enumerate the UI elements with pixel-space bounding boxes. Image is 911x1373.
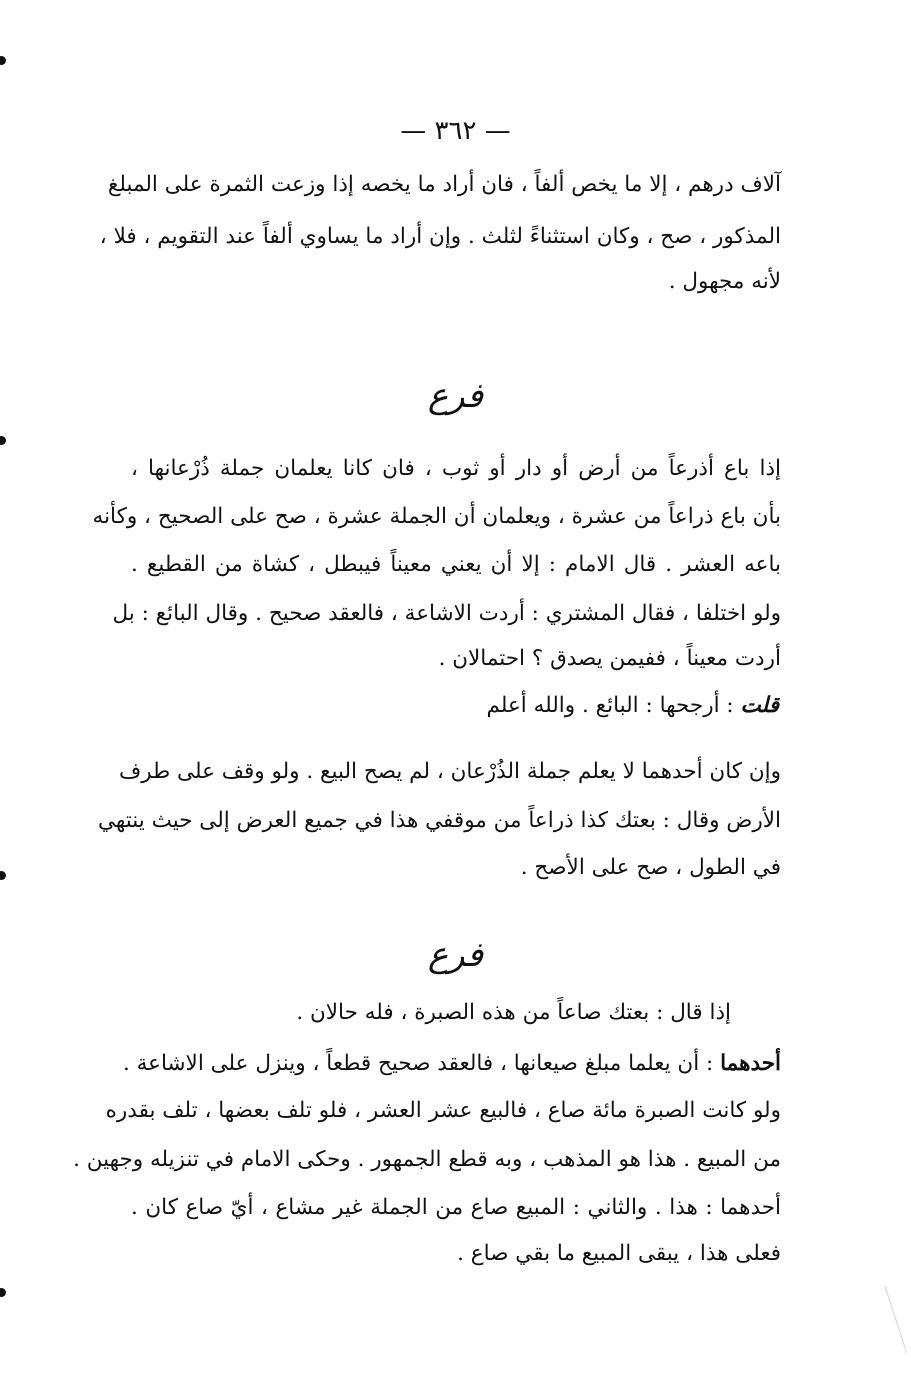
text-line: ولو اختلفا ، فقال المشتري : أردت الاشاعة ، فالعقد صحيح . وقال البائع : بل: [112, 601, 781, 626]
text-line: [122, 1049, 781, 1079]
text-line: بأن باع ذراعاً من عشرة ، ويعلمان أن الجملة عشرة ، صح على الصحيح ، وكأنه: [92, 504, 781, 529]
text-line: في الطول ، صح على الأصح .: [520, 855, 781, 880]
note-label: قلت: [740, 693, 779, 718]
margin-mark: [0, 1288, 6, 1297]
first-label: أحدهما: [720, 1051, 781, 1076]
paper-scratch: [856, 1286, 907, 1362]
text-line: إذا باع أذرعاً من أرض أو دار أو ثوب ، فان كانا يعلمان جملة ذُرْعانها ،: [131, 456, 781, 481]
text-line: أحدهما : هذا . والثاني : المبيع صاع من الجملة غير مشاع ، أيّ صاع كان .: [131, 1195, 781, 1220]
intro-line: إذا قال : بعتك صاعاً من هذه الصبرة ، فله حالان .: [296, 1000, 731, 1025]
editor-note: [487, 693, 779, 718]
text-line: الأرض وقال : بعتك كذا ذراعاً من موقفي هذا في جميع العرض إلى حيث ينتهي: [97, 808, 781, 833]
text-line: ولو كانت الصبرة مائة صاع ، فالبيع عشر العشر ، فلو تلف بعضها ، تلف بقدره: [105, 1098, 781, 1123]
note-text: : أرجحها : البائع . والله أعلم: [486, 693, 734, 718]
margin-mark: [0, 56, 6, 65]
text-line: فعلى هذا ، يبقى المبيع ما بقي صاع .: [457, 1241, 781, 1266]
section-heading: فرع: [427, 935, 484, 975]
text-line: أردت معيناً ، ففيمن يصدق ؟ احتمالان .: [438, 646, 781, 671]
page-number: — ٣٦٢ —: [400, 116, 511, 146]
text-line: من المبيع . هذا هو المذهب ، وبه قطع الجمهور . وحكى الامام في تنزيله وجهين .: [73, 1147, 781, 1172]
margin-mark: [0, 871, 6, 880]
text-line: المذكور ، صح ، وكان استثناءً لثلث . وإن أراد ما يساوي ألفاً عند التقويم ، فلا ،: [99, 224, 781, 249]
text-line: باعه العشر . قال الامام : إلا أن يعني معيناً فيبطل ، كشاة من القطيع .: [131, 552, 781, 577]
margin-mark: [0, 436, 6, 445]
first-rest: : أن يعلما مبلغ صيعانها ، فالعقد صحيح قطعاً ، وينزل على الاشاعة .: [122, 1051, 714, 1076]
text-line: [296, 1000, 731, 1025]
section-heading: فرع: [427, 376, 484, 416]
text-line: آلاف درهم ، إلا ما يخص ألفاً ، فان أراد ما يخصه إذا وزعت الثمرة على المبلغ: [107, 172, 781, 197]
text-line: لأنه مجهول .: [668, 269, 781, 294]
text-line: وإن كان أحدهما لا يعلم جملة الذُرْعان ، لم يصح البيع . ولو وقف على طرف: [118, 759, 781, 784]
